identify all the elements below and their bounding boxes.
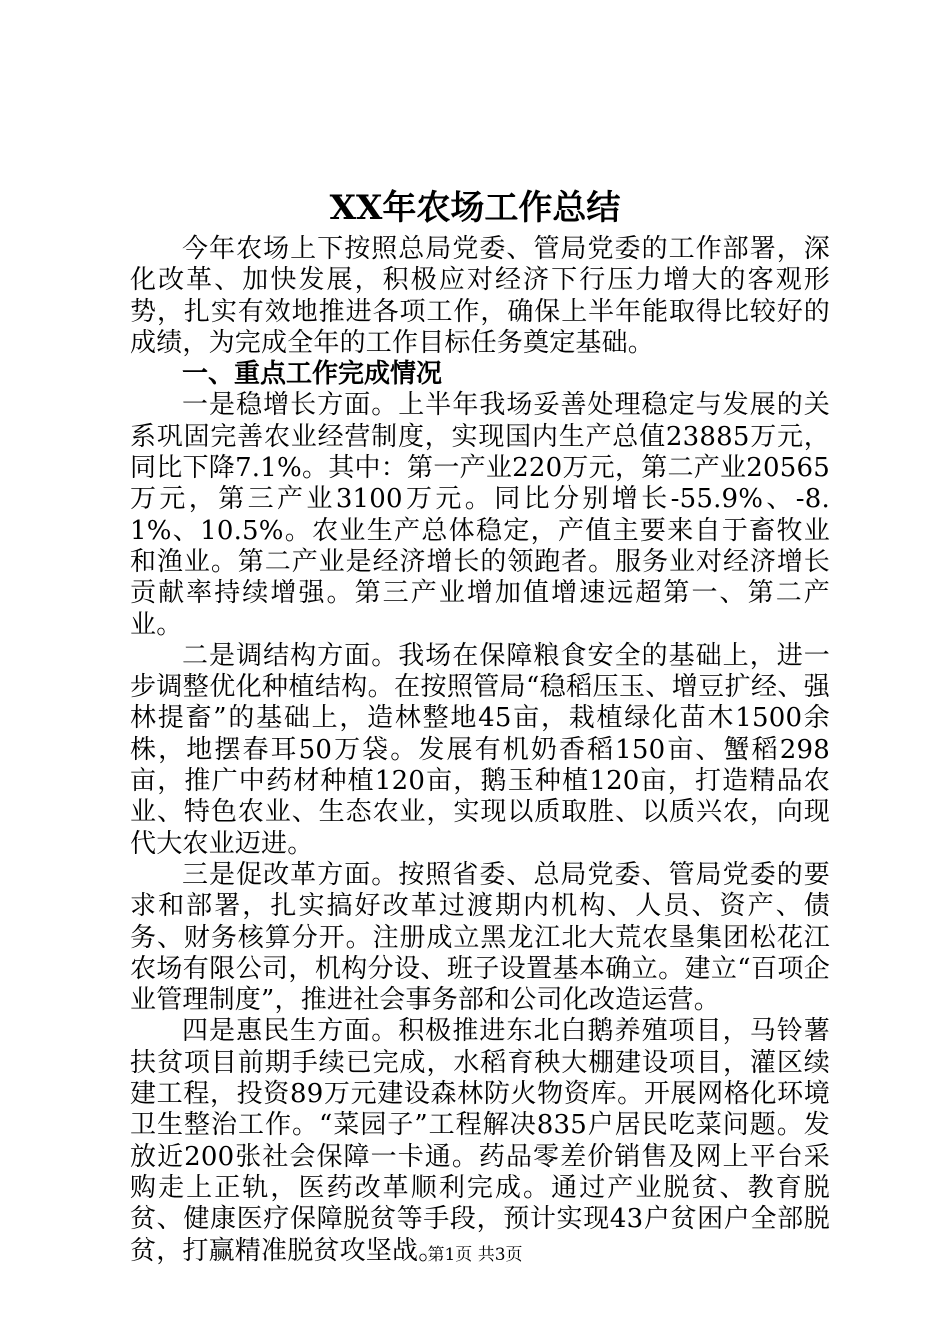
paragraph-stable-growth: 一是稳增长方面。上半年我场妥善处理稳定与发展的关系巩固完善农业经营制度，实现国内生产总值23885万元，同比下降7.1%。其中：第一产业220万元，第二产业20565万元，第三产业3100万元。同比分别增长-55.9%、-8.1%、10.5%。农业生产总体稳定，产值主要来自于畜牧业和渔业。第二产业是经济增长的领跑者。服务业对经济增长贡献率持续增强。第三产业增加值增速远超第一、第二产业。 <box>130 390 830 640</box>
paragraph-reform: 三是促改革方面。按照省委、总局党委、管局党委的要求和部署，扎实搞好改革过渡期内机构、人员、资产、债务、财务核算分开。注册成立黑龙江北大荒农垦集团松花江农场有限公司，机构分设、班子设置基本确立。建立“百项企业管理制度”，推进社会事务部和公司化改造运营。 <box>130 859 830 1016</box>
document-title: XX年农场工作总结 <box>329 188 621 228</box>
page-footer: 第1页 共3页 <box>427 1245 523 1265</box>
paragraph-livelihood: 四是惠民生方面。积极推进东北白鹅养殖项目，马铃薯扶贫项目前期手续已完成，水稻育秧大棚建设项目，灌区续建工程，投资89万元建设森林防火物资库。开展网格化环境卫生整治工作。“菜园子”工程解决835户居民吃菜问题。发放近200张社会保障一卡通。药品零差价销售及网上平台采购走上正轨，医药改革顺利完成。通过产业脱贫、教育脱贫、健康医疗保障脱贫等手段，预计实现43户贫困户全部脱贫，打赢精准脱贫攻坚战。 <box>130 1016 830 1266</box>
paragraph-structure-adjustment: 二是调结构方面。我场在保障粮食安全的基础上，进一步调整优化种植结构。在按照管局“稳稻压玉、增豆扩经、强林提畜”的基础上，造林整地45亩，栽植绿化苗木1500余株，地摆春耳50万袋。发展有机奶香稻150亩、蟹稻298亩，推广中药材种植120亩，鹅玉种植120亩，打造精品农业、特色农业、生态农业，实现以质取胜、以质兴农，向现代大农业迈进。 <box>130 640 830 859</box>
document-body <box>130 234 830 1267</box>
section-heading: 一、重点工作完成情况 <box>182 359 443 390</box>
intro-paragraph: 今年农场上下按照总局党委、管局党委的工作部署，深化改革、加快发展，积极应对经济下行压力增大的客观形势，扎实有效地推进各项工作，确保上半年能取得比较好的成绩，为完成全年的工作目标任务奠定基础。 <box>130 234 830 358</box>
